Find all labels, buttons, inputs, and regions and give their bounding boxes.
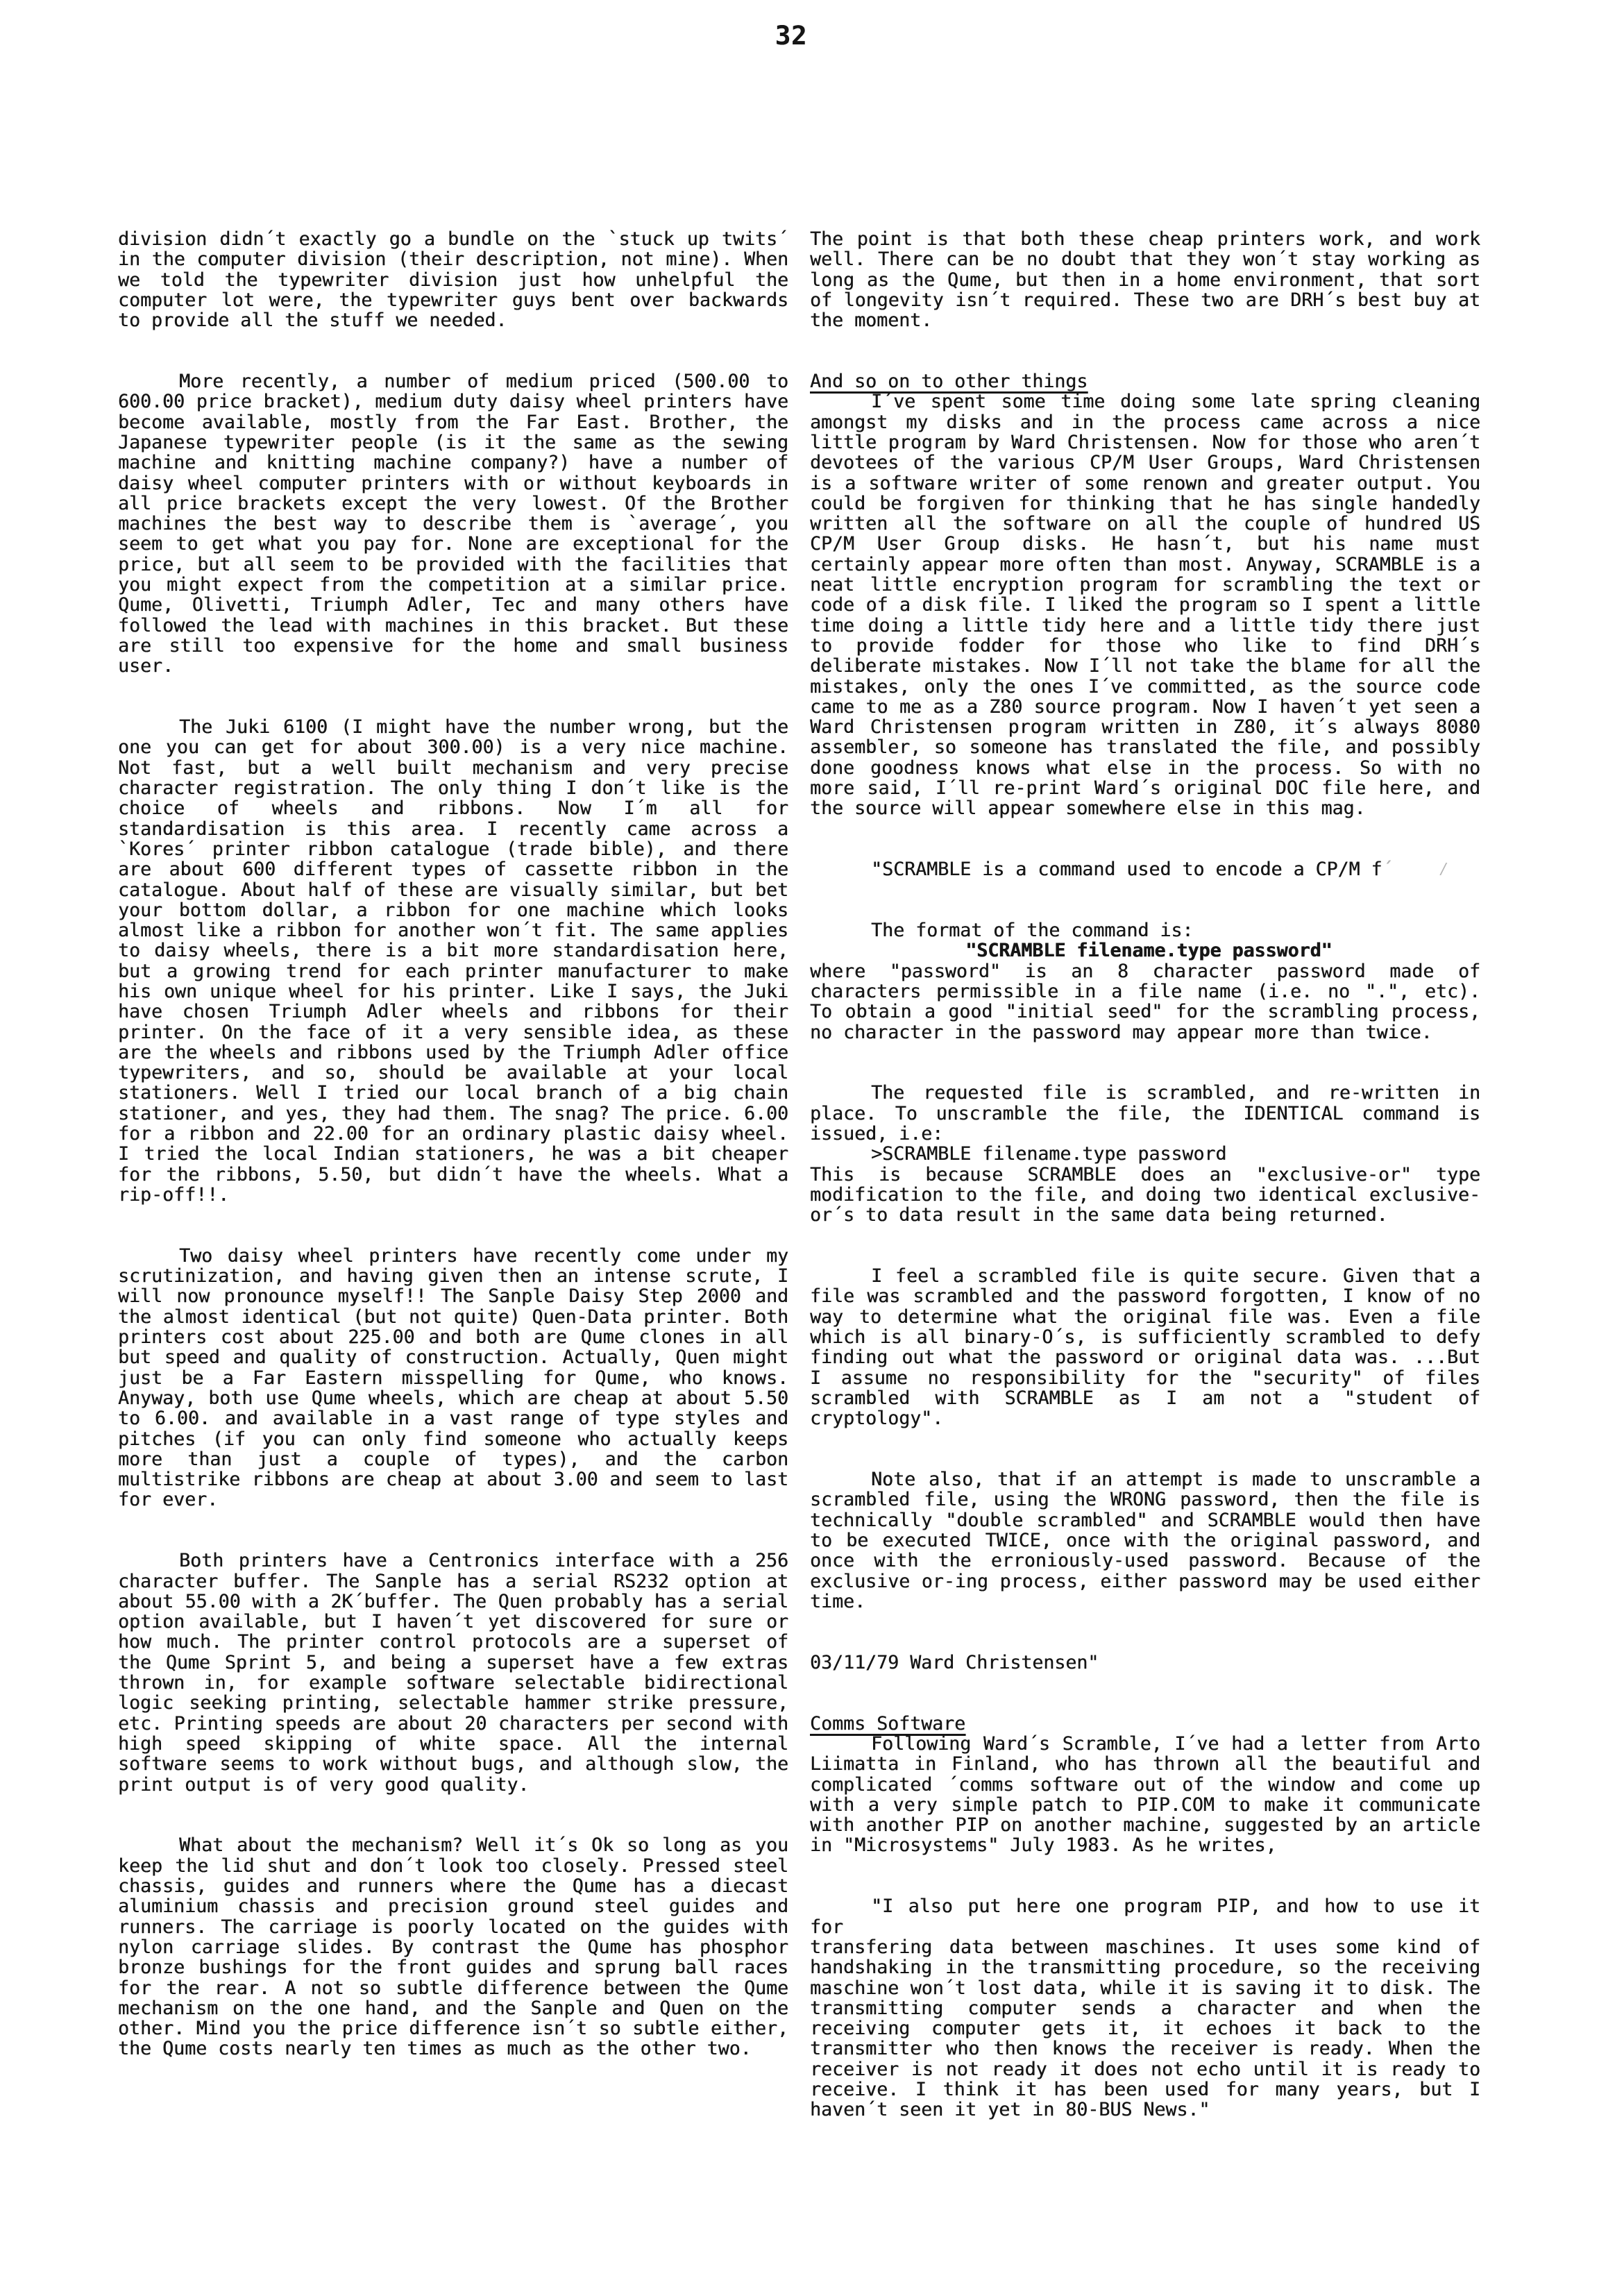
- text-line: your bottom dollar, a ribbon for one machine which looks: [118, 899, 788, 921]
- text-line: The Juki 6100 (I might have the number wrong, but the: [179, 716, 788, 738]
- text-line: the almost identical (but not quite) Quen-Data printer. Both: [118, 1306, 788, 1328]
- text-line: software seems to work without bugs, and although slow, the: [118, 1753, 788, 1775]
- text-line: thrown in, for example software selectable bidirectional: [118, 1672, 788, 1694]
- text-line: catalogue. About half of these are visually similar, but bet: [118, 879, 788, 901]
- text-line: nylon carriage slides. By contrast the Qume has phosphor: [118, 1936, 788, 1958]
- paragraph: [118, 1835, 788, 2059]
- text-line: way to determine what the original file was. Even a file: [810, 1306, 1480, 1328]
- text-line: time doing a little tidy here and a little tidy there just: [810, 614, 1480, 636]
- text-line: devotees of the various CP/M User Groups, Ward Christensen: [810, 452, 1480, 474]
- section-heading-comms-software: [810, 1714, 1480, 1734]
- text-line: finding out what the password or original data was. ...But: [810, 1347, 1480, 1369]
- paragraph: [118, 1551, 788, 1795]
- section-heading-and-so-on: [810, 371, 1480, 391]
- text-line: the source will appear somewhere else in this mag.: [810, 797, 1366, 820]
- text-line: print output is of very good quality.: [118, 1773, 530, 1796]
- text-line: I tried the local Indian stationers, he was a bit cheaper: [118, 1143, 788, 1165]
- text-line: character buffer. The Sanple has a serial RS232 option at: [118, 1570, 788, 1592]
- text-line: one you can get for about 300.00) is a very nice machine.: [118, 736, 788, 759]
- paragraph: [810, 1083, 1480, 1144]
- text-line: about 55.00 with a 2K´buffer. The Quen probably has a serial: [118, 1590, 788, 1612]
- paragraph: [810, 1165, 1480, 1226]
- text-line: transmitter who then knows the receiver is ready. When the: [810, 2038, 1480, 2060]
- text-line: "I also put here one program PIP, and how to use it for: [810, 1896, 1480, 1938]
- text-line: rip-off!!.: [118, 1183, 230, 1206]
- text-line: bronze bushings for the front guides and sprung ball races: [118, 1957, 788, 1979]
- text-line: of longevity isn´t required. These two are DRH´s best buy at: [810, 289, 1480, 311]
- text-line: logic seeking printing, selectable hammer strike pressure,: [118, 1692, 788, 1714]
- text-line: computer lot were, the typewriter guys bent over backwards: [118, 289, 788, 311]
- text-line: we told the typewriter division just how unhelpful the: [118, 269, 788, 291]
- text-line: More recently, a number of medium priced (500.00 to: [179, 371, 788, 393]
- text-line: no character in the password may appear more than twice.: [810, 1021, 1432, 1043]
- text-line: exclusive or-ing process, either password may be used either: [810, 1570, 1480, 1592]
- text-line: amongst my disks and in the process came across a nice: [810, 411, 1480, 433]
- text-line: I´ve spent some time doing some late spring cleaning: [871, 391, 1480, 413]
- text-line: [810, 920, 1480, 940]
- text-line: transmitting computer sends a character and when the: [810, 1997, 1480, 2019]
- text-line: become available, mostly from the Far East. Brother, the: [118, 411, 788, 433]
- text-line: characters permissible in a file name (i.e. no ".", etc).: [810, 980, 1480, 1002]
- text-line: The point is that both these cheap printers work, and work: [810, 228, 1480, 250]
- faded-ink-text: ´ ⁄: [1382, 859, 1449, 881]
- text-line: printer. On the face of it a very sensible idea, as these: [118, 1021, 788, 1043]
- text-line: I feel a scrambled file is quite secure. Given that a: [871, 1265, 1480, 1288]
- text-line: his own unique wheel for his printer. Like I says, the Juki: [118, 980, 788, 1002]
- text-line: to provide all the stuff we needed.: [118, 310, 507, 332]
- text-line: with another PIP on another machine, suggested by an article: [810, 1814, 1480, 1837]
- text-line: scrambled file, using the WRONG password, then the file is: [810, 1489, 1480, 1511]
- text-line: will now pronounce myself!! The Sanple Daisy Step 2000 and: [118, 1285, 788, 1308]
- text-line: have chosen Triumph Adler wheels and ribbons for their: [118, 1001, 788, 1023]
- text-line: [810, 1144, 1480, 1164]
- text-line: What about the mechanism? Well it´s Ok so long as you: [179, 1834, 788, 1857]
- text-line: daisy wheel computer printers with or without keyboards in: [118, 472, 788, 494]
- text-line: more said, I´ll re-print Ward´s original DOC file here, and: [810, 777, 1480, 800]
- text-line: you might expect from the competition at a similar price.: [118, 574, 788, 596]
- paragraph: [810, 1896, 1480, 2120]
- text-line: pitches (if you can only find someone who actually keeps: [118, 1428, 788, 1450]
- text-line: is a software writer of some renown and greater output. You: [810, 472, 1480, 494]
- text-line: option available, but I haven´t yet discovered for sure or: [118, 1611, 788, 1633]
- text-line: division didn´t exactly go a bundle on the `stuck up twits´: [118, 228, 788, 250]
- text-line: I assume no responsibility for the "security" of files: [810, 1367, 1480, 1389]
- text-line: other. Mind you the price difference isn´t so subtle either,: [118, 2018, 788, 2040]
- text-line: "SCRAMBLE is a command used to encode a CP/M f: [871, 859, 1382, 881]
- text-line: are still too expensive for the home and small business: [118, 634, 788, 657]
- text-line: little program by Ward Christensen. Now for those who aren´t: [810, 431, 1480, 453]
- text-line: choice of wheels and ribbons. Now I´m all for: [118, 797, 788, 820]
- section-heading-text: [810, 371, 1480, 391]
- text-line: [810, 1653, 1480, 1673]
- text-line: where "password" is an 8 character password made of: [810, 960, 1480, 982]
- text-line: [810, 859, 1480, 879]
- text-line: to be executed TWICE, once with the original password, and: [810, 1530, 1480, 1551]
- paragraph: [118, 229, 788, 330]
- text-line: transfering data between maschines. It uses some kind of: [810, 1936, 1480, 1958]
- text-line: runners. The carriage is poorly located on the guides with: [118, 1916, 788, 1938]
- text-line: printers cost about 225.00 and both are Qume clones in all: [118, 1326, 788, 1349]
- text-line: cryptology".: [810, 1408, 944, 1430]
- heading-underlined-text: Comms Software: [810, 1712, 966, 1734]
- text-line: time.: [810, 1590, 866, 1612]
- text-line: The requested file is scrambled, and re-written in: [871, 1082, 1480, 1104]
- paragraph: [810, 1734, 1480, 1856]
- section-heading-text: [810, 1714, 1480, 1734]
- text-line: chassis, guides and runners where the Qume has a diecast: [118, 1875, 788, 1898]
- command-format-line: [810, 940, 1480, 961]
- text-line: Both printers have a Centronics interface with a 256: [179, 1550, 788, 1572]
- text-line: more than just a couple of types), and the carbon: [118, 1448, 788, 1470]
- text-line: to 6.00. and available in a vast range of type styles and: [118, 1408, 788, 1430]
- text-line: 03/11/79 Ward Christensen": [810, 1651, 1099, 1673]
- text-line: seem to get what you pay for. None are exceptional for the: [118, 533, 788, 555]
- paragraph: [810, 229, 1480, 330]
- text-line: mechanism on the one hand, and the Sanple and Quen on the: [118, 1997, 788, 2019]
- text-line: Not fast, but a well built mechanism and very precise: [118, 757, 788, 779]
- paragraph: [118, 371, 788, 676]
- doc-quote-opening-line: [810, 859, 1480, 879]
- text-line: all price brackets except the very lowest. Of the Brother: [118, 492, 788, 514]
- text-line: This is because SCRAMBLE does an "exclusive-or" type: [810, 1163, 1480, 1185]
- text-line: to daisy wheels, there is a bit more standardisation here,: [118, 940, 788, 962]
- text-line: or´s to data result in the same data being returned.: [810, 1204, 1388, 1226]
- text-line: Two daisy wheel printers have recently come under my: [179, 1244, 788, 1267]
- text-line: just be a Far Eastern misspelling for Qume, who knows.: [118, 1367, 788, 1389]
- text-line: the Qume costs nearly ten times as much as the other two.: [118, 2038, 752, 2060]
- text-line: The format of the command is:: [871, 920, 1194, 942]
- text-line: high speed skipping of white space. All the internal: [118, 1732, 788, 1755]
- text-line: for a ribbon and 22.00 for an ordinary plastic daisy wheel.: [118, 1123, 788, 1145]
- text-line: price, but all seem to be provided with the facilities that: [118, 553, 788, 575]
- text-line: for the rear. A not so subtle difference between the Qume: [118, 1977, 788, 1999]
- text-line: stationer, and yes, they had them. The snag? The price. 6.00: [118, 1102, 788, 1124]
- text-line: written all the software on all the couple of hundred US: [810, 513, 1480, 535]
- text-line: followed the lead with machines in this bracket. But these: [118, 614, 788, 636]
- text-line: handshaking in the transmitting procedure, so the receiving: [810, 1957, 1480, 1979]
- text-line: Note also, that if an attempt is made to unscramble a: [871, 1469, 1480, 1491]
- text-line: file was scrambled and the password forgotten, I know of no: [810, 1285, 1480, 1308]
- text-line: code of a disk file. I liked the program so I spent a little: [810, 594, 1480, 616]
- page-number: 32: [775, 21, 808, 51]
- text-line: issued, i.e:: [810, 1123, 944, 1145]
- text-line: Following Ward´s Scramble, I´ve had a letter from Arto: [871, 1732, 1480, 1755]
- heading-underlined-text: And so on to other things: [810, 371, 1088, 393]
- text-line: scrambled with SCRAMBLE as I am not a "student of: [810, 1387, 1480, 1409]
- text-line: Anyway, both use Qume wheels, which are cheap at about 5.50: [118, 1387, 788, 1409]
- doc-signature-line: [810, 1653, 1480, 1673]
- text-line: aluminium chassis and precision ground steel guides and: [118, 1896, 788, 1918]
- text-line: how much. The printer control protocols are a superset of: [118, 1631, 788, 1653]
- paragraph: [118, 717, 788, 1205]
- text-line: assembler, so someone has translated the file, and possibly: [810, 736, 1480, 759]
- text-line: 600.00 price bracket), medium duty daisy wheel printers have: [118, 391, 788, 413]
- text-line: with a very simple patch to PIP.COM to make it communicate: [810, 1793, 1480, 1816]
- text-line: modification to the file, and doing two identical exclusive-: [810, 1183, 1480, 1206]
- text-line: `Kores´ printer ribbon catalogue (trade bible), and there: [118, 838, 788, 860]
- text-line: deliberate mistakes. Now I´ll not take the blame for all the: [810, 655, 1480, 677]
- text-line: which is all binary-O´s, is sufficiently scrambled to defy: [810, 1326, 1480, 1349]
- text-line: to provide fodder for those who like to find DRH´s: [810, 634, 1480, 657]
- text-line: the moment.: [810, 310, 933, 332]
- paragraph: [810, 1266, 1480, 1428]
- text-line: the Qume Sprint 5, and being a superset have a few extras: [118, 1651, 788, 1673]
- text-line: technically "double scrambled" and SCRAMBLE would then have: [810, 1509, 1480, 1531]
- unscramble-command-line: [810, 1144, 1480, 1164]
- text-line: Qume, Olivetti, Triumph Adler, Tec and many others have: [118, 594, 788, 616]
- text-line: but a growing trend for each printer manufacturer to make: [118, 960, 788, 982]
- left-column: [118, 229, 788, 2059]
- text-line: standardisation is this area. I recently came across a: [118, 818, 788, 840]
- text-line: Japanese typewriter people (is it the same as the sewing: [118, 431, 788, 453]
- text-line: complicated ´comms software out of the window and come up: [810, 1773, 1480, 1796]
- text-line: To obtain a good "initial seed" for the scrambling process,: [810, 1001, 1480, 1023]
- text-line: Liimatta in Finland, who has thrown all the beautiful and: [810, 1753, 1480, 1775]
- paragraph: [810, 391, 1480, 818]
- text-line: in the computer division (their description, not mine). When: [118, 248, 788, 271]
- text-line: done goodness knows what else in the process. So with no: [810, 757, 1480, 779]
- text-line: came to me as a Z80 source program. Now I haven´t yet seen a: [810, 695, 1480, 718]
- text-line: maschine won´t lost data, while it is saving it to disk. The: [810, 1977, 1480, 1999]
- paragraph: [118, 1246, 788, 1510]
- text-line: CP/M User Group disks. He hasn´t, but his name must: [810, 533, 1480, 555]
- text-line: typewriters, and so, should be available at your local: [118, 1062, 788, 1084]
- paragraph: [810, 961, 1480, 1043]
- text-line: "SCRAMBLE filename.type password": [965, 940, 1333, 962]
- text-line: keep the lid shut and don´t look too closely. Pressed steel: [118, 1855, 788, 1877]
- text-line: machines the best way to describe them is `average´, you: [118, 513, 788, 535]
- text-line: certainly appear more often than most. Anyway, SCRAMBLE is a: [810, 553, 1480, 575]
- text-line: haven´t seen it yet in 80-BUS News.": [810, 2099, 1210, 2121]
- text-line: for the ribbons, 5.50, but didn´t have the wheels. What a: [118, 1163, 788, 1185]
- command-format-label: [810, 920, 1480, 940]
- text-line: multistrike ribbons are cheap at about 3.00 and seem to last: [118, 1469, 788, 1491]
- text-line: neat little encryption program for scrambling the text or: [810, 574, 1480, 596]
- text-line: once with the erroniously-used password. Because of the: [810, 1550, 1480, 1572]
- text-line: are about 600 different types of cassette ribbon in the: [118, 859, 788, 881]
- text-line: mistakes, only the ones I´ve committed, as the source code: [810, 675, 1480, 698]
- text-line: etc. Printing speeds are about 20 characters per second with: [118, 1712, 788, 1734]
- text-line: place. To unscramble the file, the IDENTICAL command is: [810, 1102, 1480, 1124]
- text-line: stationers. Well I tried our local branch of a big chain: [118, 1082, 788, 1104]
- text-line: Ward Christensen program written in Z80, it´s always 8080: [810, 716, 1480, 738]
- text-line: receiving computer gets it, it echoes it back to the: [810, 2018, 1480, 2040]
- text-line: scrutinization, and having given then an intense scrute, I: [118, 1265, 788, 1288]
- text-line: almost like a ribbon for another won´t fit. The same applies: [118, 920, 788, 942]
- text-line: for ever.: [118, 1489, 219, 1511]
- text-line: receive. I think it has been used for many years, but I: [810, 2079, 1480, 2101]
- text-line: machine and knitting machine company?) have a number of: [118, 452, 788, 474]
- text-line: long as the Qume, but then in a home environment, that sort: [810, 269, 1480, 291]
- text-line: user.: [118, 655, 174, 677]
- text-line: in "Microsystems" July 1983. As he writes,: [810, 1834, 1277, 1857]
- text-line: [810, 940, 1480, 961]
- paragraph: [810, 1469, 1480, 1612]
- text-line: character registration. The only thing I don´t like is the: [118, 777, 788, 800]
- text-line: but speed and quality of construction. Actually, Quen might: [118, 1347, 788, 1369]
- text-line: well. There can be no doubt that they won´t stay working as: [810, 248, 1480, 271]
- right-column: [810, 229, 1480, 2120]
- text-line: are the wheels and ribbons used by the Triumph Adler office: [118, 1041, 788, 1063]
- text-line: could be forgiven for thinking that he has single handedly: [810, 492, 1480, 514]
- text-line: receiver is not ready it does not echo until it is ready to: [810, 2058, 1480, 2080]
- text-line: >SCRAMBLE filename.type password: [871, 1143, 1227, 1165]
